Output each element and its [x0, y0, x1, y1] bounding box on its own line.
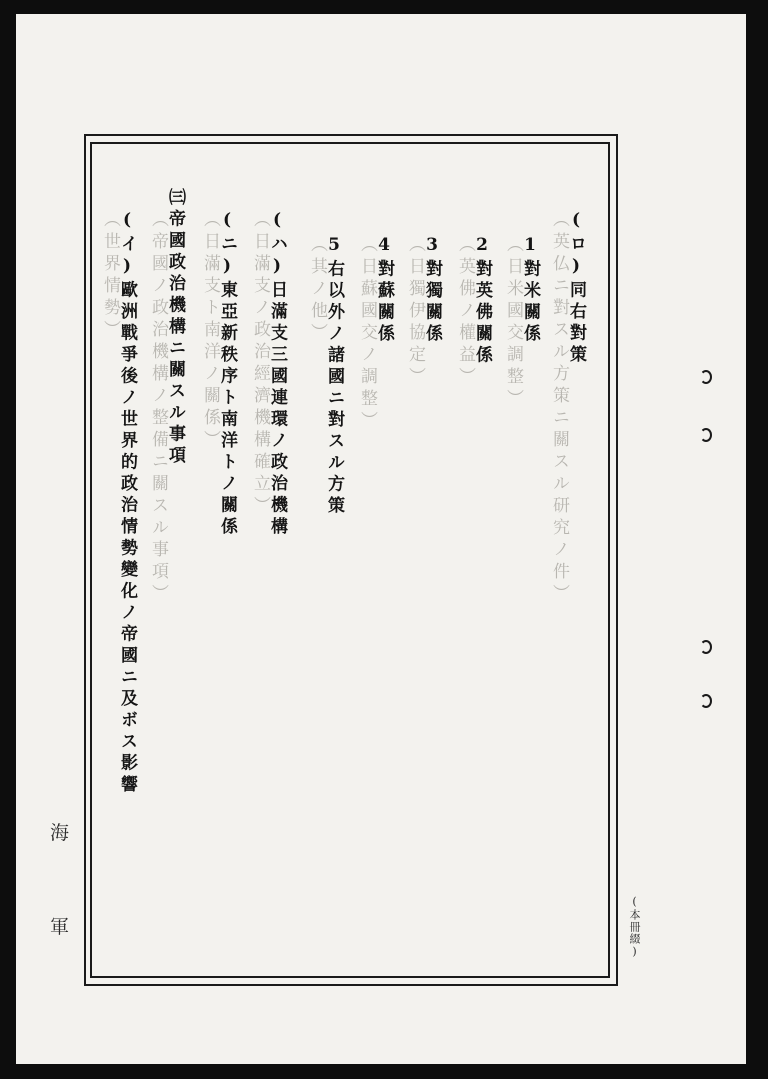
faint-heading-ro: （英仏ニ對スル方策ニ關スル研究ノ件）	[549, 210, 569, 606]
heading-ha: (ハ)日滿支三國連環ノ政治機構	[267, 210, 287, 539]
heading-i: (イ)歐洲戰爭後ノ世界的政治情勢變化ノ帝國ニ及ボス影響	[117, 210, 137, 797]
margin-char-gun: 軍	[50, 916, 70, 938]
binding-hole	[700, 370, 712, 384]
binding-hole	[700, 640, 712, 654]
faint-item-5: （其ノ他）	[307, 235, 327, 345]
faint-item-1: （日米國交調整）	[503, 235, 523, 411]
item-2-uk-france-relations: 2對英佛關係	[472, 235, 492, 367]
heading-san: ㈢帝國政治機構ニ關スル事項	[165, 188, 185, 468]
faint-item-3: （日獨伊協定）	[405, 235, 425, 389]
heading-ro: (ロ)同右對策	[566, 210, 586, 367]
side-note: (本冊綴)	[628, 895, 641, 959]
faint-item-2: （英佛ノ權益）	[455, 235, 475, 389]
item-3-germany-relations: 3對獨關係	[422, 235, 442, 346]
item-1-us-relations: 1對米關係	[520, 235, 540, 346]
faint-heading-san: （帝國ノ政治機構ノ整備ニ關スル事項）	[148, 210, 168, 606]
binding-hole	[700, 694, 712, 708]
faint-heading-ha: （日滿支ノ政治經濟機構確立）	[250, 210, 270, 518]
binding-hole	[700, 428, 712, 442]
heading-ni: (ニ)東亞新秩序ト南洋トノ關係	[217, 210, 237, 539]
item-4-soviet-relations: 4對蘇關係	[374, 235, 394, 346]
faint-item-4: （日蘇國交ノ調整）	[357, 235, 377, 433]
faint-heading-i: （世界情勢）	[100, 210, 120, 342]
item-5-other-countries: 5右以外ノ諸國ニ對スル方策	[324, 235, 344, 518]
faint-heading-ni: （日滿支ト南洋ノ關係）	[200, 210, 220, 452]
margin-char-kai: 海	[50, 822, 70, 844]
